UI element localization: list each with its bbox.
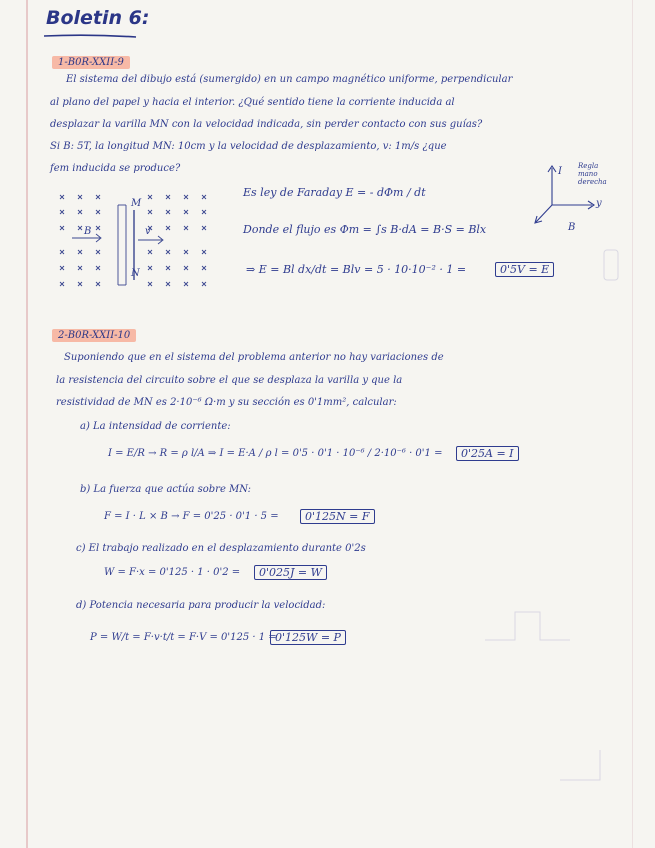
- p1-line-5: fem inducida se produce?: [50, 163, 181, 174]
- p2-b-result-box: 0'125N = F: [300, 509, 375, 524]
- p1-eq-emf: ⇒ E = Bl dx/dt = Blv = 5 · 10·10⁻² · 1 =: [246, 263, 467, 276]
- p2-b-equation: F = I · L × B → F = 0'25 · 0'1 · 5 =: [104, 511, 279, 522]
- axis-label-b: B: [568, 222, 576, 233]
- label-v: v: [145, 226, 151, 237]
- p2-d-equation: P = W/t = F·v·t/t = F·V = 0'125 · 1 =: [90, 632, 277, 643]
- p1-eq-faraday: Es ley de Faraday E = - dΦm / dt: [243, 186, 426, 199]
- p2-a-result-box: 0'25A = I: [456, 446, 519, 461]
- p2-line-2: la resistencia del circuito sobre el que se desplaza la varilla y que la: [56, 375, 403, 386]
- p2-line-1: Suponiendo que en el sistema del problema anterior no hay variaciones de: [64, 352, 444, 363]
- label-b: B: [84, 226, 92, 237]
- problem-1-tag-text: 1-B0R-XXII-9: [52, 56, 130, 69]
- p1-result-box: 0'5V = E: [495, 262, 554, 277]
- p2-d-heading: d) Potencia necesaria para producir la velocidad:: [76, 600, 326, 611]
- p1-line-1: El sistema del dibujo está (sumergido) en un campo magnético uniforme, perpendicular: [66, 74, 513, 85]
- rule-note-line-3: derecha: [578, 178, 607, 186]
- p1-line-2: al plano del papel y hacia el interior. ¿Qué sentido tiene la corriente inducida al: [50, 97, 455, 108]
- p2-a-equation: I = E/R → R = ρ l/A ⇒ I = E·A / ρ l = 0'5 · 0'1 · 10⁻⁶ / 2·10⁻⁶ · 0'1 =: [108, 448, 443, 459]
- page-title: Boletin 6:: [46, 7, 150, 29]
- p2-d-result-box: 0'125W = P: [270, 630, 346, 645]
- p2-c-heading: c) El trabajo realizado en el desplazamiento durante 0'2s: [76, 543, 366, 554]
- p2-b-heading: b) La fuerza que actúa sobre MN:: [80, 484, 252, 495]
- p1-line-3: desplazar la varilla MN con la velocidad indicada, sin perder contacto con sus guías?: [50, 119, 483, 130]
- p2-line-3: resistividad de MN es 2·10⁻⁶ Ω·m y su sección es 0'1mm², calcular:: [56, 397, 397, 408]
- problem-2-tag-text: 2-B0R-XXII-10: [52, 329, 136, 342]
- p1-eq-flux: Donde el flujo es Φm = ∫s B·dA = B·S = Blx: [243, 223, 487, 236]
- label-m: M: [131, 198, 142, 209]
- rule-note-line-1: Regla: [578, 162, 599, 170]
- axis-label-i: I: [558, 166, 562, 177]
- p1-line-4: Si B: 5T, la longitud MN: 10cm y la velocidad de desplazamiento, v: 1m/s ¿que: [50, 141, 447, 152]
- rule-note-line-2: mano: [578, 170, 598, 178]
- p2-c-result-box: 0'025J = W: [254, 565, 327, 580]
- p2-c-equation: W = F·x = 0'125 · 1 · 0'2 =: [104, 567, 241, 578]
- axis-label-y: y: [596, 198, 602, 209]
- label-n: N: [131, 268, 140, 279]
- p2-a-heading: a) La intensidad de corriente:: [80, 421, 231, 432]
